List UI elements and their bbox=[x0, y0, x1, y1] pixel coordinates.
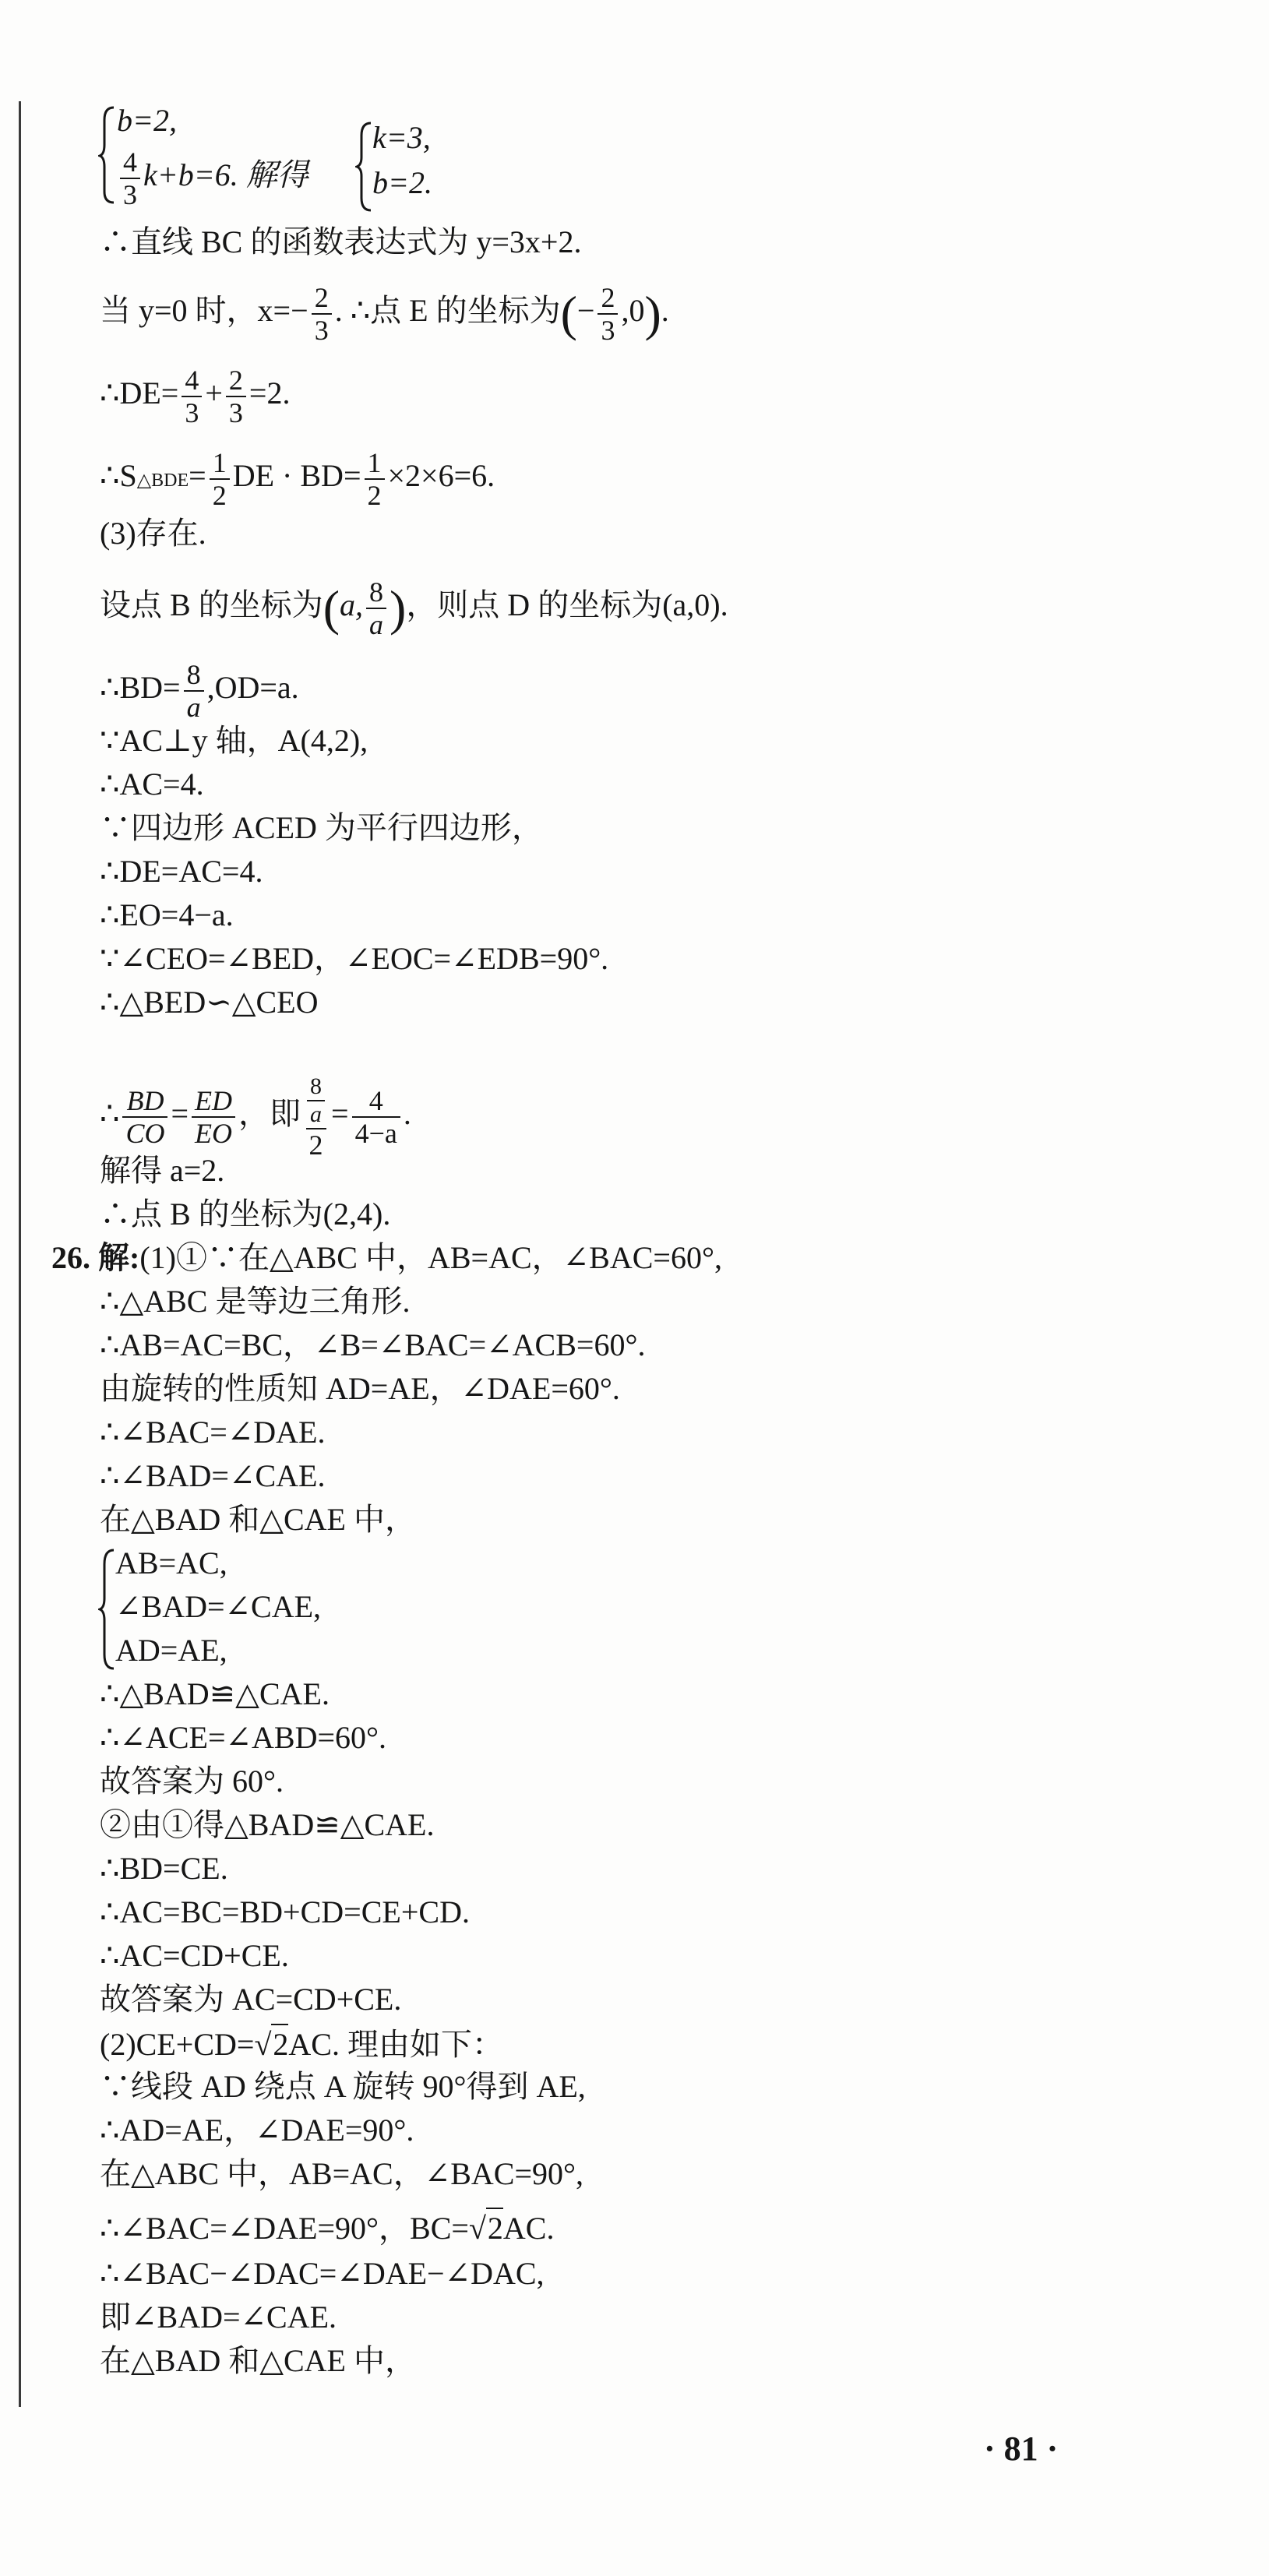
math-line: 由旋转的性质知 AD=AE，∠DAE=60°. bbox=[100, 1371, 620, 1406]
fraction: $\frac{4}{3}$ bbox=[182, 365, 202, 428]
math-line: ∴AC=4. bbox=[100, 766, 204, 802]
math-line: 解得 a=2. bbox=[100, 1153, 225, 1188]
fraction: $\frac{2}{3}$ bbox=[312, 282, 332, 346]
math-line: ∴△BED∽△CEO bbox=[100, 985, 319, 1020]
math-line: 即∠BAD=∠CAE. bbox=[100, 2299, 337, 2335]
math-line: ∴∠BAC−∠DAC=∠DAE−∠DAC, bbox=[100, 2256, 545, 2291]
math-line: ∴∠BAC=∠DAE. bbox=[100, 1415, 326, 1450]
fraction: $\frac{ED}{EO}$ bbox=[192, 1085, 235, 1149]
math-line: 在△BAD 和△CAE 中， bbox=[100, 1502, 416, 1537]
math-line: ∴DE= $\frac{4}{3}$ + $\frac{2}{3}$ =2. bbox=[100, 365, 291, 428]
fraction: $\frac{2}{3}$ bbox=[226, 365, 246, 428]
math-line: ∴BD=CE. bbox=[100, 1851, 228, 1886]
math-line: 在△BAD 和△CAE 中， bbox=[100, 2343, 416, 2378]
fraction: $\frac{8}{a}$ bbox=[366, 576, 386, 640]
math-line: ∴AC=BC=BD+CD=CE+CD. bbox=[100, 1894, 470, 1929]
math-line: AD=AE, bbox=[115, 1633, 227, 1668]
math-line: ∴S△BDE= $\frac{1}{2}$ DE · BD= $\frac{1}{2}$ ×2×6=6. bbox=[100, 447, 495, 511]
math-line: $\frac{4}{3}$ k+b=6. 解得 bbox=[117, 146, 308, 210]
math-line: ∵AC⊥y 轴，A(4,2), bbox=[100, 723, 368, 758]
left-brace-icon bbox=[98, 1547, 117, 1672]
math-line: ∴AC=CD+CE. bbox=[100, 1938, 289, 1973]
fraction: $\frac{2}{3}$ bbox=[597, 282, 618, 346]
problem-number: 26. 解: bbox=[51, 1240, 140, 1275]
math-line: (3)存在. bbox=[100, 516, 206, 551]
sqrt-symbol: √ bbox=[468, 2211, 486, 2246]
math-line: ∵四边形 ACED 为平行四边形， bbox=[100, 810, 543, 845]
math-line: ∴AD=AE，∠DAE=90°. bbox=[100, 2113, 414, 2148]
math-line: (2)CE+CD=√2AC. 理由如下： bbox=[100, 2024, 503, 2064]
math-line: b=2. bbox=[372, 165, 432, 200]
fraction: $\frac{4}{4-a}$ bbox=[352, 1085, 400, 1149]
math-line: ∴EO=4−a. bbox=[100, 897, 234, 932]
math-line: k=3, bbox=[372, 120, 431, 155]
math-line: ∴直线 BC 的函数表达式为 y=3x+2. bbox=[100, 224, 582, 259]
left-brace-icon bbox=[98, 104, 117, 206]
fraction: $\frac{\frac{8}{a}}{2}$ bbox=[304, 1073, 328, 1161]
math-line: ∴BD= $\frac{8}{a}$ ,OD=a. bbox=[100, 659, 299, 723]
fraction: $\frac{4}{3}$ bbox=[120, 146, 140, 210]
math-line: ∴点 B 的坐标为(2,4). bbox=[100, 1196, 391, 1232]
left-brace-icon bbox=[355, 120, 374, 213]
math-line: AB=AC, bbox=[115, 1545, 227, 1580]
math-line: 当 y=0 时，x=− $\frac{2}{3}$ . ∴点 E 的坐标为(− $\frac{2}{3}$ ,0). bbox=[100, 282, 669, 346]
math-line: ∴△BAD≌△CAE. bbox=[100, 1676, 330, 1711]
math-line: ∴∠BAD=∠CAE. bbox=[100, 1458, 326, 1493]
math-line: ②由①得△BAD≌△CAE. bbox=[100, 1807, 435, 1842]
math-line: ∴AB=AC=BC，∠B=∠BAC=∠ACB=60°. bbox=[100, 1327, 646, 1362]
math-line: 在△ABC 中，AB=AC，∠BAC=90°, bbox=[100, 2156, 584, 2191]
math-line: 设点 B 的坐标为(a, $\frac{8}{a}$ )，则点 D 的坐标为(a,0). bbox=[100, 576, 728, 640]
math-line: ∠BAD=∠CAE, bbox=[115, 1589, 322, 1624]
math-line: ∴∠BAC=∠DAE=90°，BC=√2AC. bbox=[100, 2208, 555, 2248]
math-line: 故答案为 AC=CD+CE. bbox=[100, 1982, 402, 2017]
math-line: ∵线段 AD 绕点 A 旋转 90°得到 AE, bbox=[100, 2069, 586, 2104]
fraction: $\frac{1}{2}$ bbox=[210, 447, 230, 511]
margin-rule bbox=[19, 101, 21, 2407]
math-line: ∴DE=AC=4. bbox=[100, 854, 263, 889]
math-line: ∴△ABC 是等边三角形. bbox=[100, 1284, 411, 1319]
fraction: $\frac{1}{2}$ bbox=[365, 447, 385, 511]
math-line: b=2, bbox=[117, 103, 177, 138]
problem-26-header: 26. 解:(1)①∵在△ABC 中，AB=AC，∠BAC=60°, bbox=[51, 1240, 722, 1275]
fraction: $\frac{8}{a}$ bbox=[184, 659, 204, 723]
math-line: 故答案为 60°. bbox=[100, 1764, 284, 1799]
math-line: ∴ $\frac{BD}{CO}$ = $\frac{ED}{EO}$ ，即 $\frac{\frac{8}{a}}{2}$ = $\frac{4}{4-a}$ . bbox=[100, 1073, 411, 1161]
math-line: ∴∠ACE=∠ABD=60°. bbox=[100, 1720, 387, 1755]
page-number: · 81 · bbox=[984, 2430, 1059, 2468]
math-line: ∵∠CEO=∠BED，∠EOC=∠EDB=90°. bbox=[100, 941, 609, 976]
sqrt-symbol: √ bbox=[254, 2027, 272, 2062]
fraction: $\frac{BD}{CO}$ bbox=[122, 1085, 167, 1149]
